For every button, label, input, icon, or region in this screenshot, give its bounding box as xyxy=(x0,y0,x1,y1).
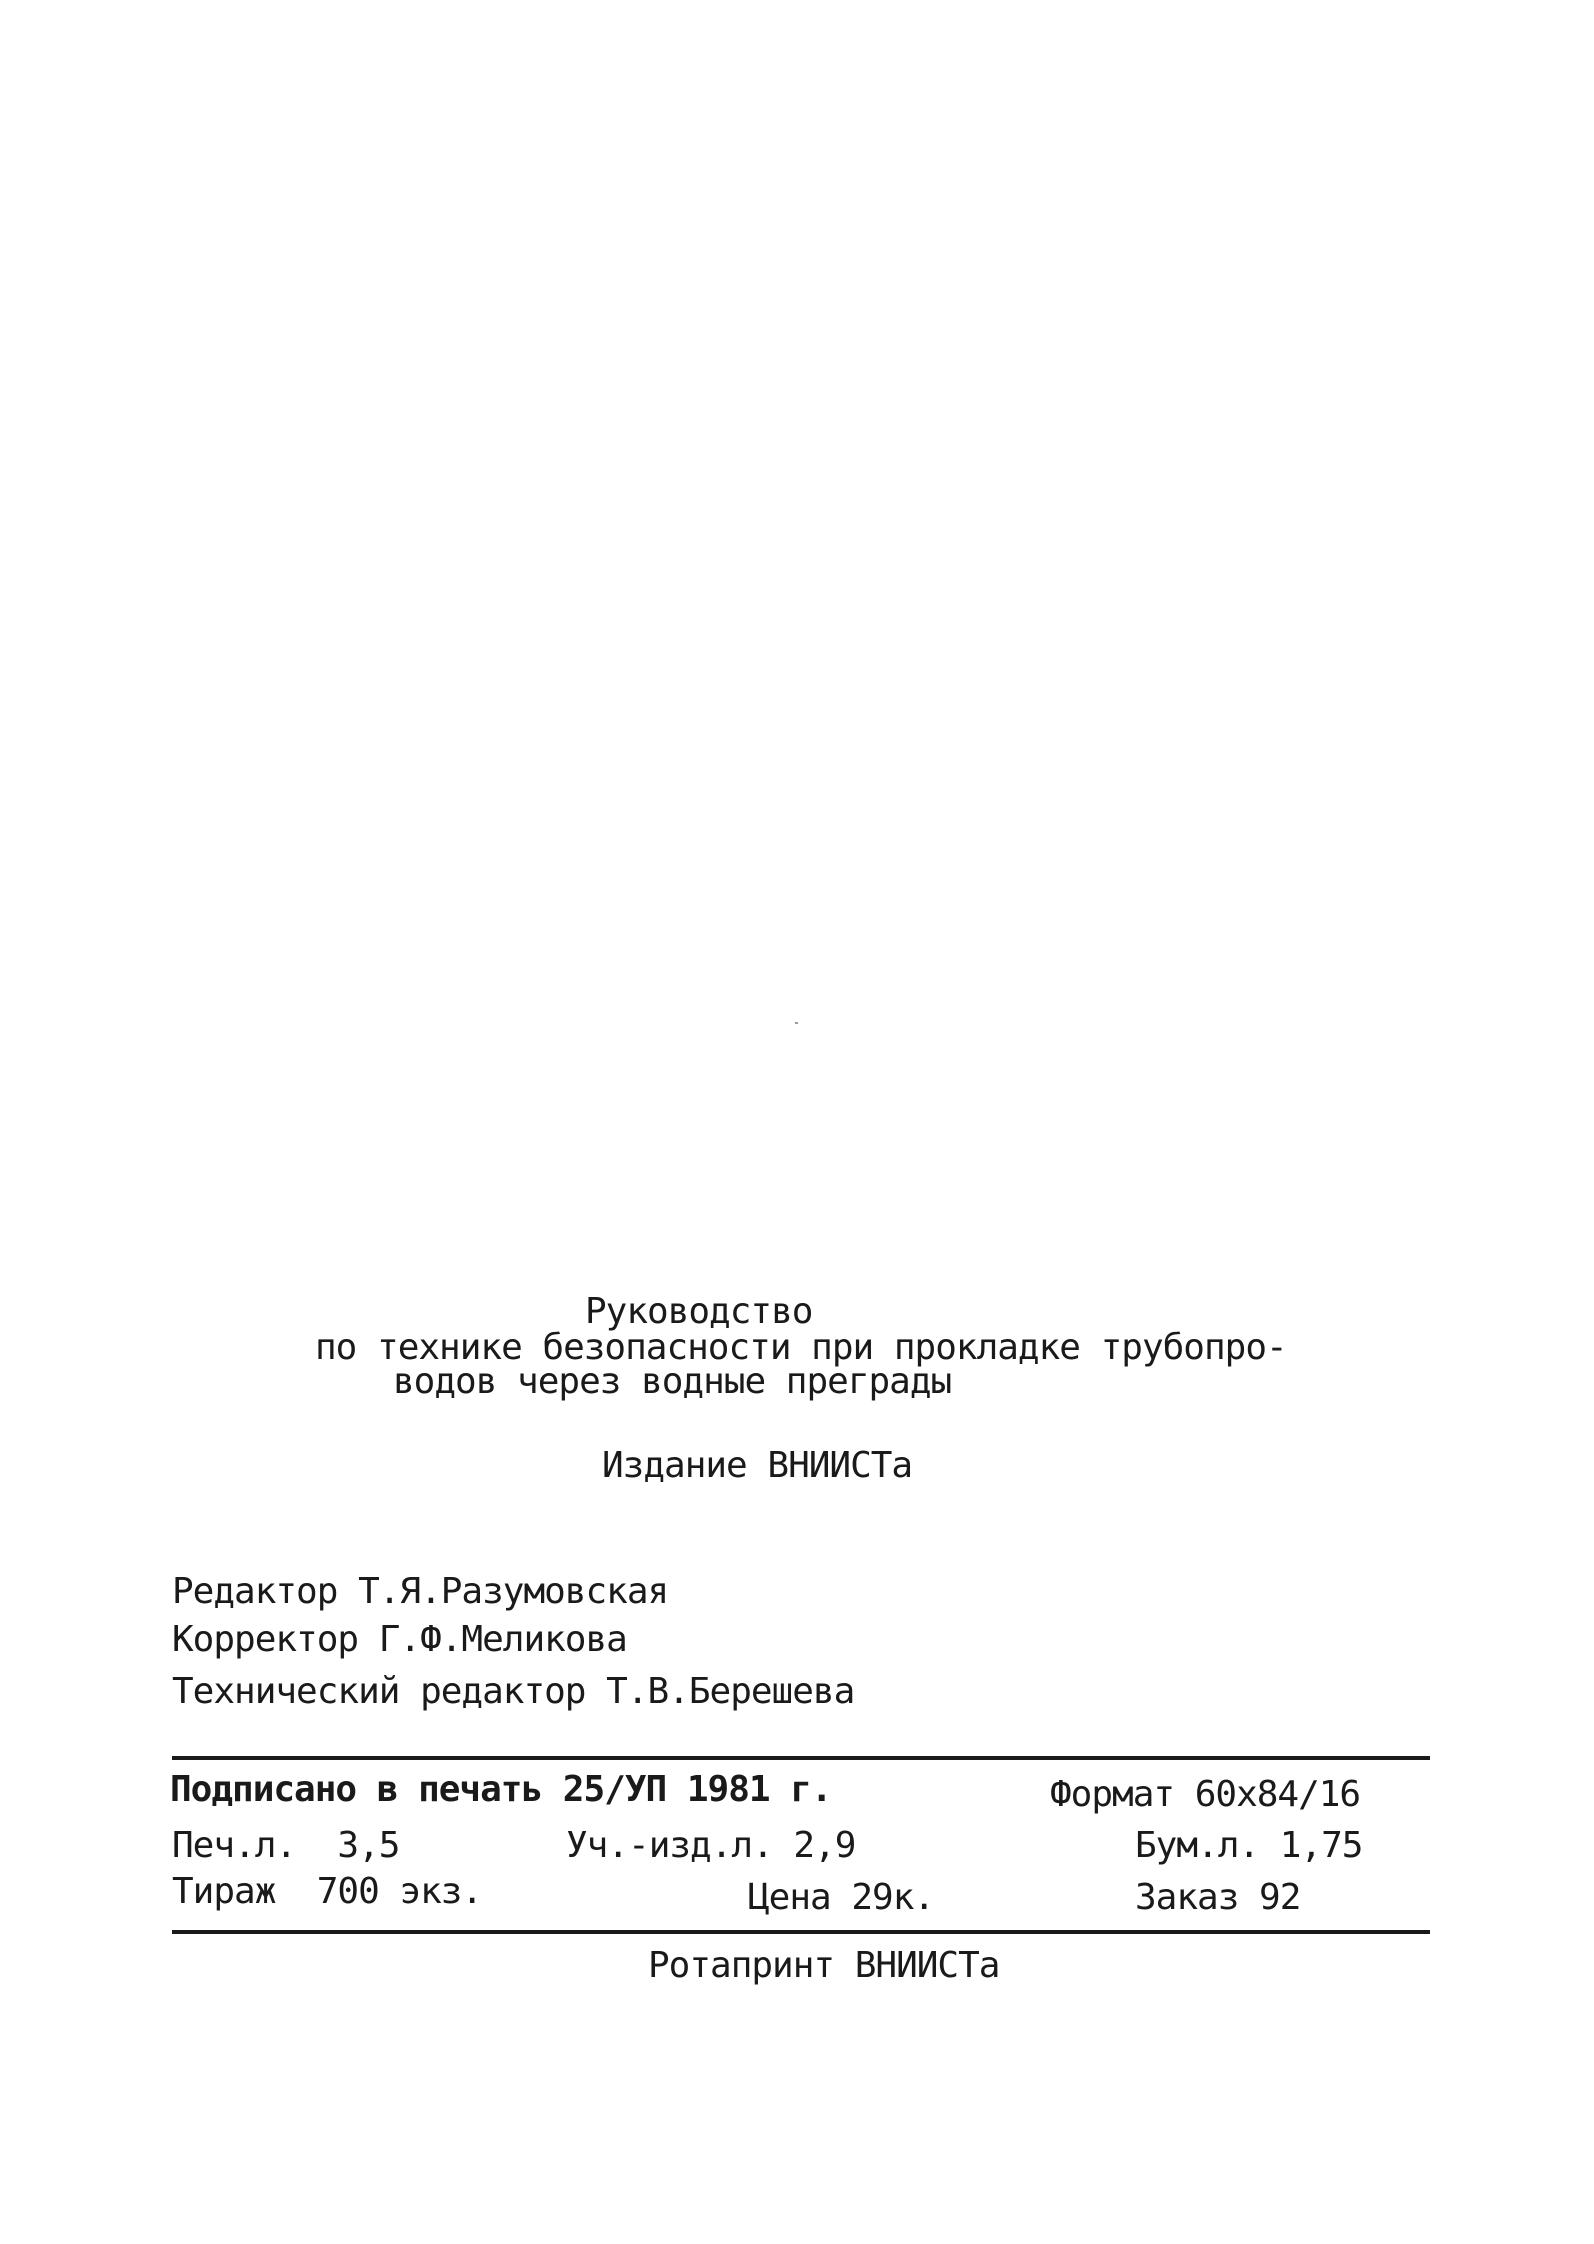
paper-format: Формат 60х84/16 xyxy=(1050,1774,1361,1815)
title-line-2: по технике безопасности при прокладке трубопро- xyxy=(315,1327,1287,1368)
order-number: Заказ 92 xyxy=(1135,1877,1301,1918)
publishing-sheets: Уч.-изд.л. 2,9 xyxy=(566,1825,856,1866)
edition-label: Издание ВНИИСТа xyxy=(602,1445,913,1486)
price: Цена 29к. xyxy=(748,1877,935,1918)
signed-to-print: Подписано в печать 25/УП 1981 г. xyxy=(170,1769,832,1810)
top-rule xyxy=(172,1756,1430,1760)
tech-editor-credit: Технический редактор Т.В.Берешева xyxy=(172,1671,855,1712)
paper-sheets: Бум.л. 1,75 xyxy=(1135,1825,1363,1866)
title-line-1: Руководство xyxy=(585,1291,813,1332)
title-line-3: водов через водные преграды xyxy=(393,1361,952,1402)
proofreader-credit: Корректор Г.Ф.Меликова xyxy=(172,1619,627,1660)
print-run: Тираж 700 экз. xyxy=(172,1871,483,1912)
bottom-rule xyxy=(172,1930,1430,1934)
print-sheets: Печ.л. 3,5 xyxy=(172,1825,400,1866)
scan-speck xyxy=(795,1022,798,1024)
editor-credit: Редактор Т.Я.Разумовская xyxy=(172,1571,669,1612)
printer-imprint: Ротапринт ВНИИСТа xyxy=(648,1945,1000,1986)
